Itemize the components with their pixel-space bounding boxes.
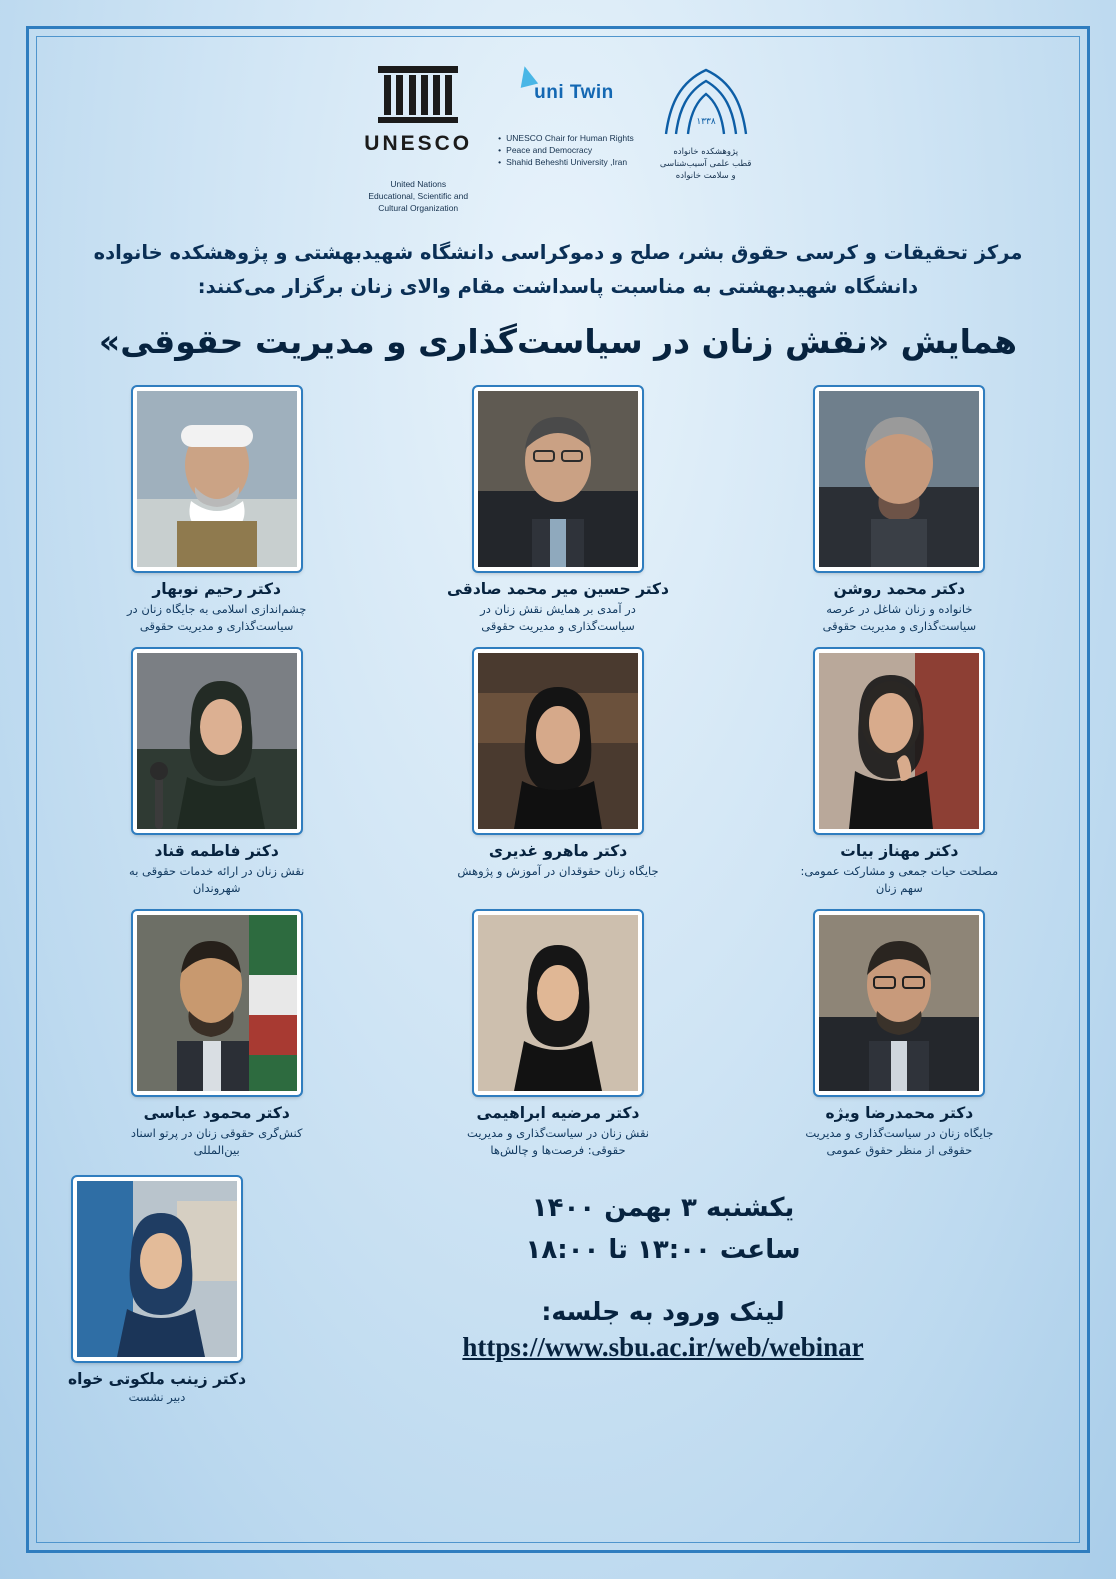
moderator-photo (73, 1177, 241, 1361)
unitwin-wordmark: uni Twin (518, 82, 614, 104)
speaker-card (387, 649, 728, 897)
unitwin-caption-line-3: • Shahid Beheshti University ,Iran (498, 156, 634, 168)
event-date: یکشنبه ۳ بهمن ۱۴۰۰ (531, 1193, 795, 1223)
unitwin-caption (498, 132, 634, 168)
speaker-topic: جایگاه زنان حقوقدان در آموزش و پژوهش (457, 864, 659, 878)
speaker-card (46, 911, 387, 1159)
intro-line-1: مرکز تحقیقات و کرسی حقوق بشر، صلح و دموکراسی دانشگاه شهیدبهشتی و پژوهشکده خانواده (93, 241, 1023, 264)
speaker-topic: در آمدی بر همایش نقش زنان در سیاست‌گذاری و مدیریت حقوقی (480, 602, 636, 633)
event-time: ساعت ۱۳:۰۰ تا ۱۸:۰۰ (525, 1235, 801, 1265)
page-title: همایش «نقش زنان در سیاست‌گذاری و مدیریت حقوقی» (98, 322, 1018, 361)
sbu-caption (660, 146, 752, 182)
speaker-topic: نقش زنان در ارائه خدمات حقوقی به شهروندان (129, 864, 305, 895)
footer (46, 1177, 1070, 1404)
poster-content (46, 46, 1070, 1533)
unesco-caption-line-1: United Nations (390, 179, 447, 189)
speaker-card (729, 649, 1070, 897)
speaker-name: دکتر ماهرو غدیری (488, 842, 628, 860)
speaker-card (729, 911, 1070, 1159)
moderator-card (52, 1177, 262, 1404)
speaker-topic: جایگاه زنان در سیاست‌گذاری و مدیریت حقوقی از منظر حقوق عمومی (805, 1126, 994, 1157)
speaker-topic: نقش زنان در سیاست‌گذاری و مدیریت حقوقی: فرصت‌ها و چالش‌ها (467, 1126, 649, 1157)
join-link-url[interactable]: https://www.sbu.ac.ir/web/webinar (462, 1332, 864, 1362)
speaker-card (729, 387, 1070, 635)
speaker-topic: چشم‌اندازی اسلامی به جایگاه زنان در سیاست‌گذاری و مدیریت حقوقی (126, 602, 307, 633)
speaker-card (46, 387, 387, 635)
unesco-logo-block (364, 64, 472, 214)
sbu-logo-block (660, 64, 752, 182)
unesco-caption-line-2: Educational, Scientific and (368, 191, 469, 201)
speaker-name: دکتر مرضیه ابراهیمی (476, 1104, 640, 1122)
unitwin-logo-block (498, 64, 634, 168)
speaker-name: دکتر محمود عباسی (143, 1104, 290, 1122)
sbu-caption-line-1: پژوهشکده خانواده (673, 147, 739, 157)
speaker-topic: کنش‌گری حقوقی زنان در پرتو اسناد بین‌المللی (130, 1126, 303, 1157)
header-logos (46, 46, 1070, 214)
sbu-caption-line-2: قطب علمی آسیب‌شناسی (659, 159, 752, 169)
unesco-temple-icon (370, 64, 466, 128)
speaker-card (387, 911, 728, 1159)
speaker-photo (815, 387, 983, 571)
speaker-name: دکتر مهناز بیات (840, 842, 959, 860)
unitwin-caption-line-2: • Peace and Democracy (498, 144, 634, 156)
join-link-label: لینک ورود به جلسه: (541, 1297, 785, 1326)
speaker-photo (815, 649, 983, 833)
speaker-photo (474, 911, 642, 1095)
sbu-caption-line-3: و سلامت خانواده (675, 171, 736, 181)
speaker-name: دکتر محمدرضا ویژه (825, 1104, 974, 1122)
unesco-wordmark: UNESCO (364, 132, 473, 155)
moderator-role: دبیر نشست (128, 1390, 186, 1404)
unitwin-caption-line-1: • UNESCO Chair for Human Rights (498, 132, 634, 144)
speaker-photo (815, 911, 983, 1095)
intro-text (46, 236, 1070, 304)
speaker-name: دکتر فاطمه قناد (154, 842, 279, 860)
moderator-name: دکتر زینب ملکوتی خواه (67, 1370, 247, 1388)
svg-text:۱۳۳۸: ۱۳۳۸ (696, 117, 716, 127)
speaker-name: دکتر محمد روشن (833, 580, 966, 598)
speaker-photo (133, 911, 301, 1095)
speaker-topic: خانواده و زنان شاغل در عرصه سیاست‌گذاری و مدیریت حقوقی (822, 602, 977, 633)
speaker-card (387, 387, 728, 635)
unesco-caption (368, 178, 468, 214)
speaker-card (46, 649, 387, 897)
speaker-name: دکتر رحیم نوبهار (152, 580, 281, 598)
speaker-name: دکتر حسین میر محمد صادقی (447, 580, 670, 598)
shahid-beheshti-university-logo-icon (660, 64, 752, 142)
speaker-photo (133, 649, 301, 833)
speaker-topic: مصلحت حیات جمعی و مشارکت عمومی: سهم زنان (800, 864, 999, 895)
intro-line-2: دانشگاه شهیدبهشتی به مناسبت پاسداشت مقام والای زنان برگزار می‌کنند: (197, 275, 919, 298)
speaker-photo (474, 387, 642, 571)
unesco-caption-line-3: Cultural Organization (378, 203, 459, 213)
event-details (262, 1177, 1064, 1363)
speakers-grid (46, 387, 1070, 1159)
speaker-photo (133, 387, 301, 571)
speaker-photo (474, 649, 642, 833)
